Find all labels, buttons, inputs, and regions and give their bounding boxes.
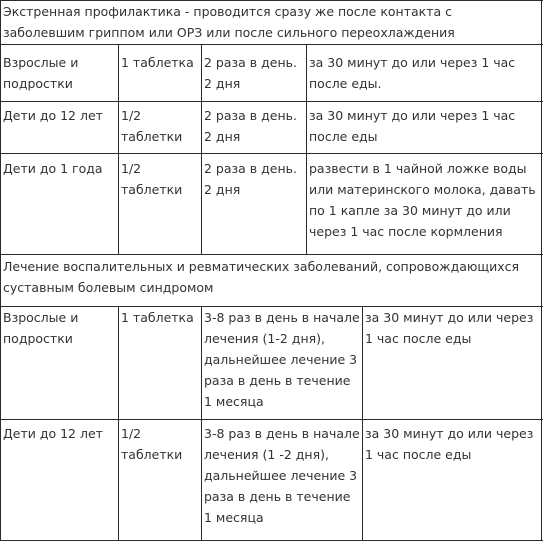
row-divider: [0, 101, 543, 102]
column-divider: [118, 44, 119, 255]
cell-note: за 30 минут до или через 1 час после еды.: [309, 55, 516, 91]
cell-dose: 1/2 таблетки: [121, 108, 183, 144]
section-heading-prevention: Экстренная профилактика - проводится сразу же после контакта с заболевшим гриппом или ОРЗ или после сильного переохлаждения: [3, 4, 455, 40]
cell-dose: 1 таблетка: [121, 310, 194, 325]
column-divider: [201, 44, 202, 255]
column-divider: [118, 306, 119, 541]
row-divider: [0, 254, 543, 255]
column-divider: [306, 44, 307, 255]
cell-group: Взрослые и подростки: [3, 55, 79, 91]
row-divider: [0, 153, 543, 154]
column-divider: [362, 306, 363, 541]
cell-frequency: 3-8 раз в день в начале лечения (1-2 дня), дальнейшее лечение 3 раза в день в течение 1 месяца: [204, 310, 360, 409]
cell-note: за 30 минут до или через 1 час после еды: [309, 108, 516, 144]
cell-group: Дети до 12 лет: [3, 426, 103, 441]
table-border-left: [0, 0, 1, 541]
cell-group: Взрослые и подростки: [3, 310, 79, 346]
column-divider: [201, 306, 202, 541]
row-divider: [0, 419, 543, 420]
cell-dose: 1 таблетка: [121, 55, 194, 70]
cell-group: Дети до 1 года: [3, 161, 103, 176]
table-border-right: [541, 0, 542, 541]
cell-note: за 30 минут до или через 1 час после еды: [365, 426, 534, 462]
cell-frequency: 3-8 раз в день в начале лечения (1 -2 дня), дальнейшее лечение 3 раза в день в течение 1 месяца: [204, 426, 360, 525]
cell-frequency: 2 раза в день. 2 дня: [204, 55, 297, 91]
cell-dose: 1/2 таблетки: [121, 161, 183, 197]
cell-frequency: 2 раза в день. 2 дня: [204, 108, 297, 144]
section-heading-treatment: Лечение воспалительных и ревматических заболеваний, сопровождающихся суставным болевым синдромом: [3, 259, 520, 295]
cell-note: развести в 1 чайной ложке воды или материнского молока, давать по 1 капле за 30 минут до или через 1 час после кормления: [309, 161, 536, 239]
section1-divider: [0, 44, 543, 45]
table-border-bottom: [0, 540, 543, 541]
cell-frequency: 2 раза в день. 2 дня: [204, 161, 297, 197]
cell-note: за 30 минут до или через 1 час после еды: [365, 310, 534, 346]
cell-group: Дети до 12 лет: [3, 108, 103, 123]
cell-dose: 1/2 таблетки: [121, 426, 183, 462]
